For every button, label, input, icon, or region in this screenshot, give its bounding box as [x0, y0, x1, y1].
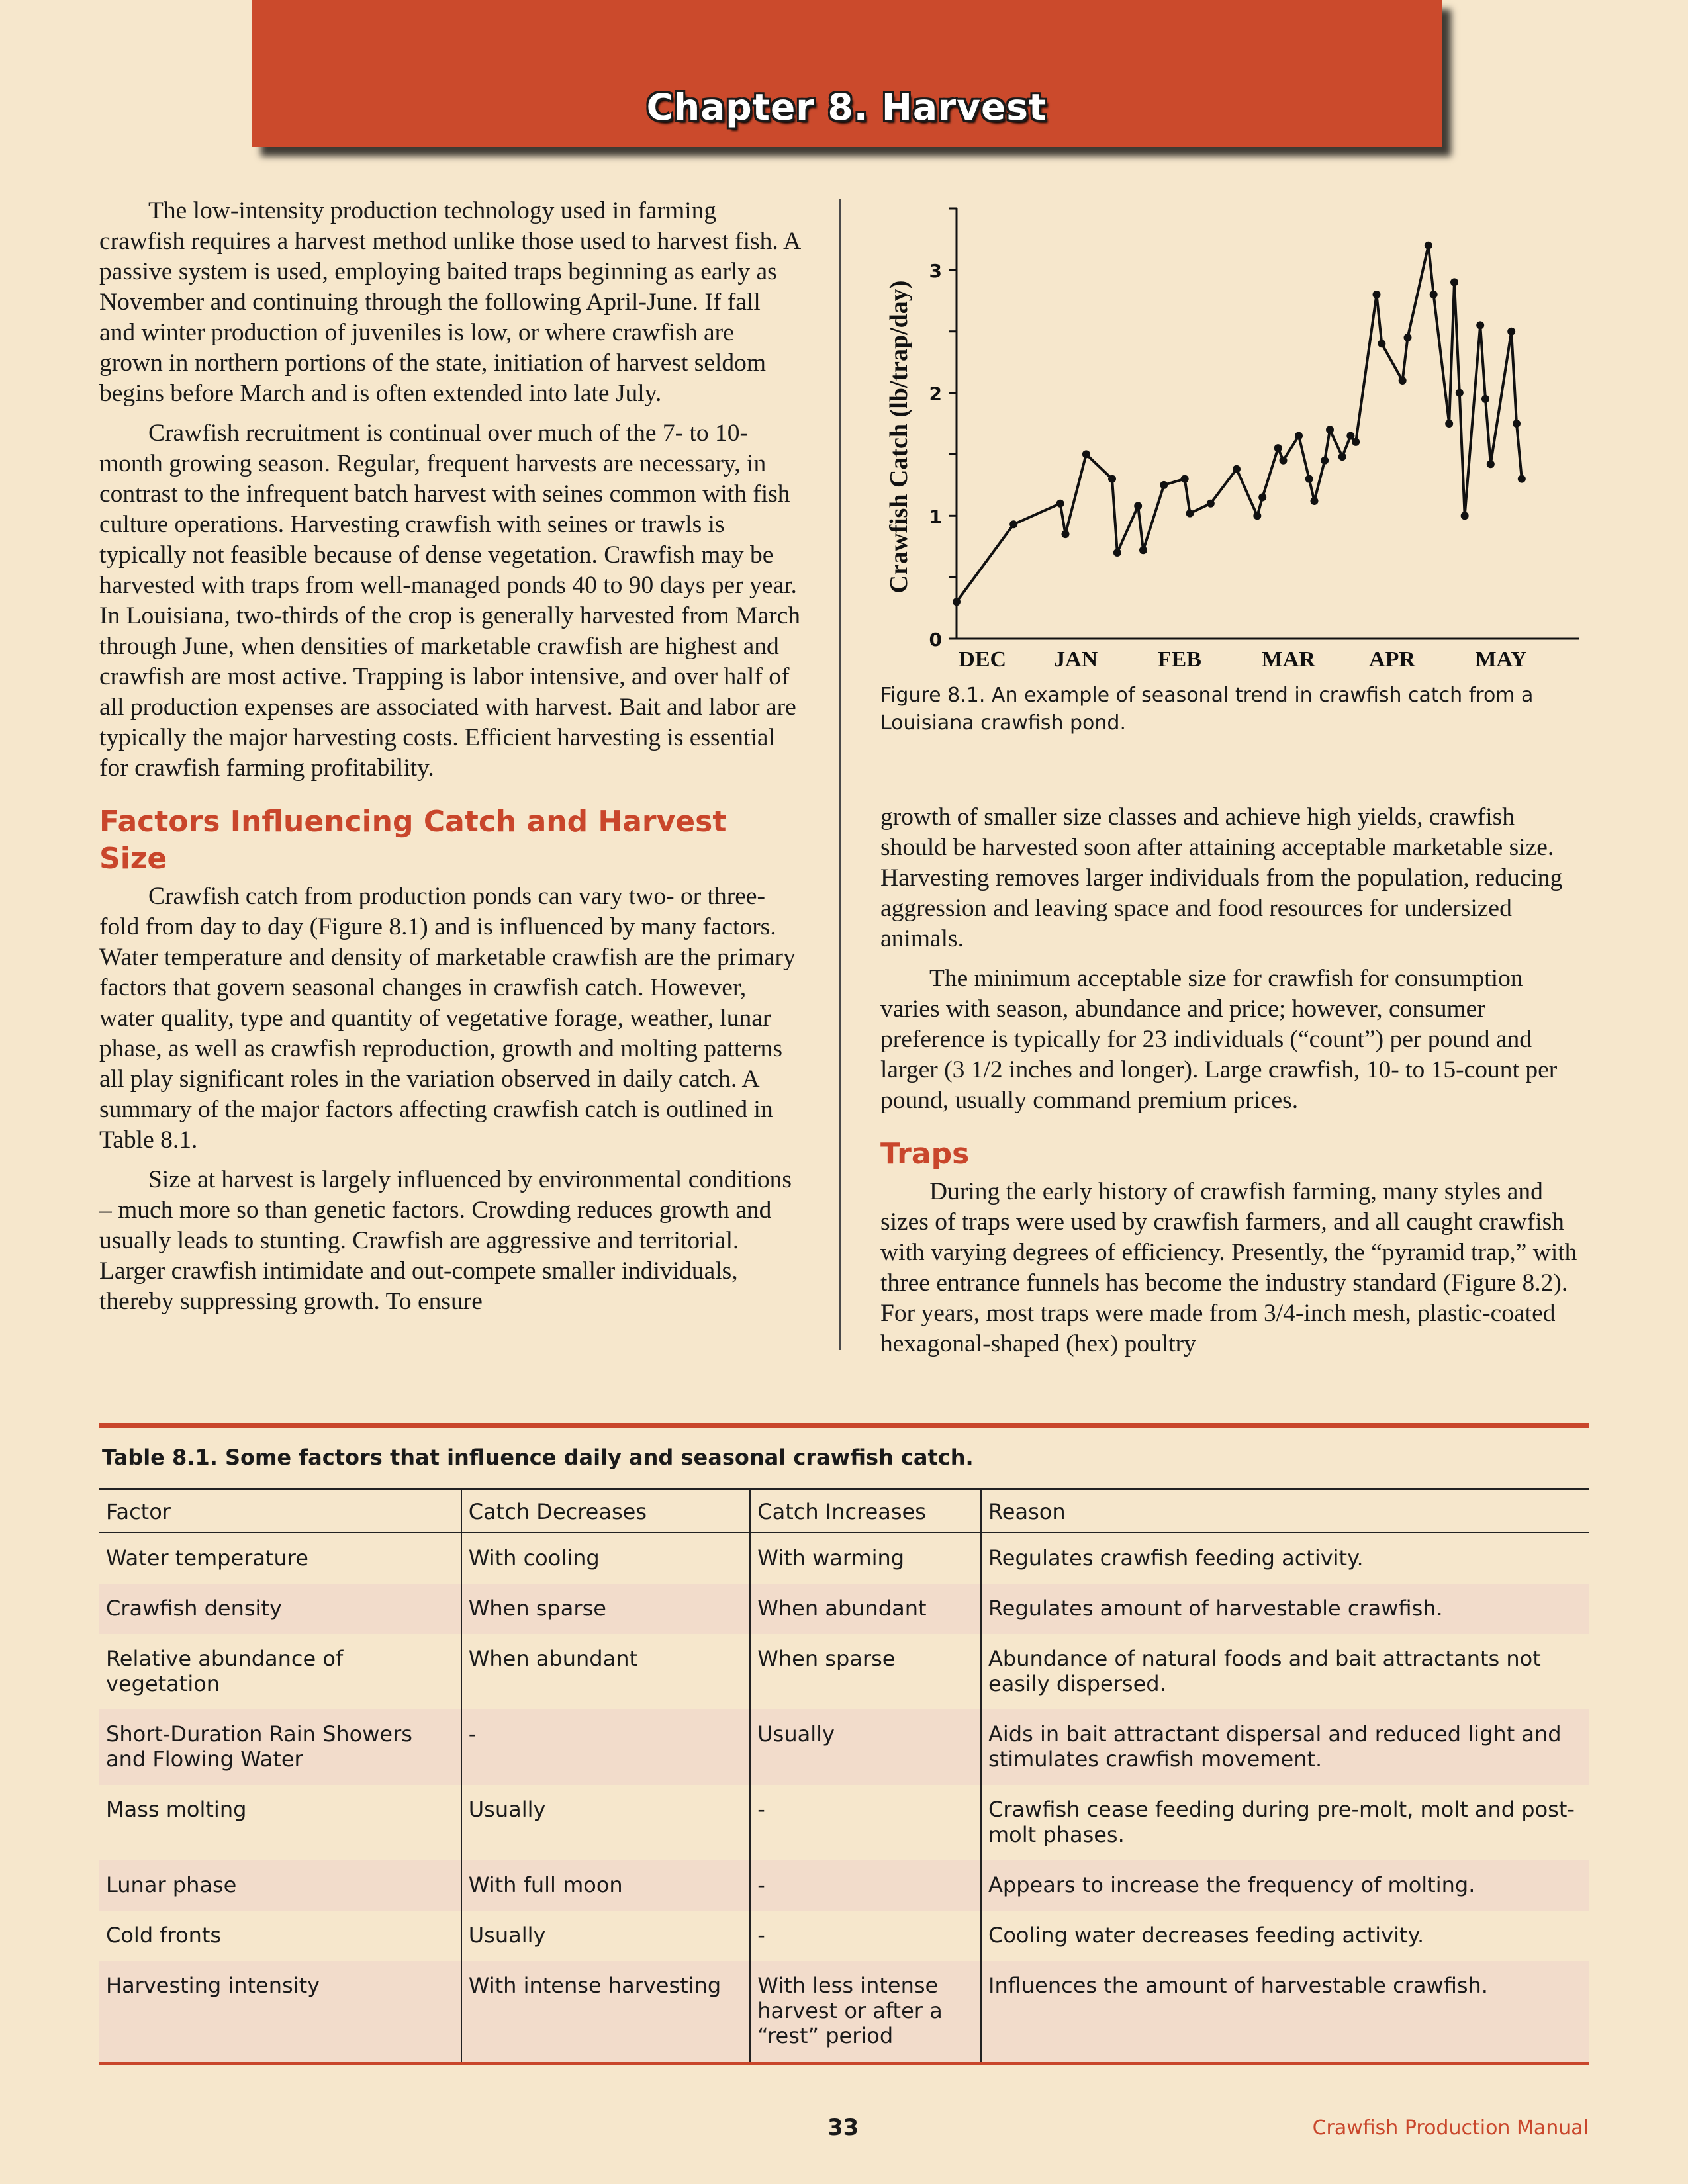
y-axis-label: Crawfish Catch (lb/trap/day)	[885, 280, 913, 594]
cell-decreases: Usually	[461, 1911, 751, 1961]
data-point	[1326, 426, 1334, 433]
chart-svg	[861, 192, 1602, 678]
data-point	[1274, 444, 1282, 452]
cell-factor: Lunar phase	[99, 1860, 461, 1911]
cell-decreases: When abundant	[461, 1634, 751, 1709]
cell-factor: Harvesting intensity	[99, 1961, 461, 2062]
data-point	[953, 598, 961, 606]
cell-reason: Cooling water decreases feeding activity.	[981, 1911, 1589, 1961]
data-point	[1160, 481, 1168, 489]
header-factor: Factor	[99, 1489, 461, 1533]
cell-decreases: With cooling	[461, 1533, 751, 1584]
header-catch-decreases: Catch Decreases	[461, 1489, 751, 1533]
data-point	[1378, 340, 1385, 347]
paragraph: Crawfish recruitment is continual over much of the 7- to 10-month growing season. Regular, frequent harvests are necessary, in contrast to the infrequent batch harvest with seines common with fish culture operations. Harvesting crawfish with seines or trawls is typically not feasible because of dense vegetation. Crawfish may be harvested with traps from well-managed ponds 40 to 90 days per year. In Louisiana, two-thirds of the crop is generally harvested from March through June, when densities of marketable crawfish are highest and crawfish are most active. Trapping is labor intensive, and over half of all production expenses are associated with harvest. Bait and labor are typically the major harvesting costs. Efficient harvesting is essential for crawfish farming profitability.	[99, 420, 801, 782]
data-point	[1108, 475, 1116, 483]
data-point	[1513, 420, 1521, 428]
data-point	[1305, 475, 1313, 483]
data-point	[1461, 512, 1469, 520]
data-point	[1425, 242, 1432, 250]
data-point	[1507, 328, 1515, 336]
section-heading-traps: Traps	[880, 1137, 970, 1171]
paragraph: Size at harvest is largely influenced by environmental conditions – much more so than genetic factors. Crowding reduces growth and usually leads to stunting. Crawfish are aggressive and territorial. Larger crawfish intimidate and out-compete smaller individuals, thereby suppressing growth. To ensure	[99, 1166, 792, 1315]
chapter-title: Chapter 8. Harvest	[646, 86, 1047, 128]
cell-increases: -	[750, 1860, 981, 1911]
data-point	[1518, 475, 1526, 483]
page-number: 33	[827, 2115, 859, 2141]
cell-decreases: When sparse	[461, 1584, 751, 1634]
paragraph: Crawfish catch from production ponds can vary two- or three-fold from day to day (Figure 8.1) and is influenced by many factors. Water temperature and density of marketable crawfish are the primary factors that govern seasonal changes in crawfish catch. However, water quality, type and quantity of vegetative forage, weather, lunar phase, as well as crawfish reproduction, growth and molting patterns all play significant roles in the variation observed in daily catch. A summary of the major factors affecting crawfish catch is outlined in Table 8.1.	[99, 883, 796, 1154]
header-catch-increases: Catch Increases	[750, 1489, 981, 1533]
cell-decreases: With full moon	[461, 1860, 751, 1911]
data-point	[1352, 438, 1360, 446]
data-point	[1476, 321, 1484, 329]
cell-reason: Abundance of natural foods and bait attractants not easily dispersed.	[981, 1634, 1589, 1709]
data-point	[1321, 457, 1329, 465]
data-point	[1056, 500, 1064, 508]
cell-increases: -	[750, 1911, 981, 1961]
figure-8-1-chart	[861, 192, 1602, 678]
x-tick-label: DEC	[959, 647, 1007, 672]
table-row	[99, 1533, 1589, 1584]
table-caption: Table 8.1. Some factors that influence daily and seasonal crawfish catch.	[102, 1445, 974, 1470]
cell-factor: Relative abundance of vegetation	[106, 1646, 344, 1696]
x-tick-label: APR	[1369, 647, 1415, 672]
data-point	[1181, 475, 1189, 483]
data-point	[1258, 493, 1266, 501]
table-8-1	[99, 1423, 1589, 2065]
cell-increases: When abundant	[750, 1584, 981, 1634]
paragraph: The minimum acceptable size for crawfish for consumption varies with season, abundance and price; however, consumer preference is typically for 23 individuals (“count”) per pound and larger (3 1/2 inches and longer). Large crawfish, 10- to 15-count per pound, usually command premium prices.	[880, 965, 1558, 1114]
series-line	[957, 246, 1522, 602]
data-point	[1295, 432, 1303, 440]
cell-reason: Crawfish cease feeding during pre-molt, molt and post-molt phases.	[981, 1785, 1589, 1860]
factors-table	[99, 1488, 1589, 2062]
data-point	[1207, 500, 1215, 508]
right-column	[880, 802, 1586, 1369]
section-heading-factors: Factors Influencing Catch and Harvest Size	[99, 805, 727, 876]
cell-reason: Regulates amount of harvestable crawfish.	[981, 1584, 1589, 1634]
table-header-row	[99, 1489, 1589, 1533]
data-point	[1082, 450, 1090, 458]
cell-decreases: Usually	[461, 1785, 751, 1860]
cell-factor: Mass molting	[106, 1797, 247, 1822]
cell-decreases: With intense harvesting	[461, 1961, 751, 2062]
paragraph: During the early history of crawfish farming, many styles and sizes of traps were used by crawfish farmers, and all caught crawfish with varying degrees of efficiency. Presently, the “pyramid trap,” with three entrance funnels has become the industry standard (Figure 8.2). For years, most traps were made from 3/4-inch mesh, plastic-coated hexagonal-shaped (hex) poultry	[880, 1178, 1577, 1357]
table-row	[99, 1860, 1589, 1911]
y-tick-label: 0	[929, 629, 942, 651]
data-point	[1134, 502, 1142, 510]
data-point	[1399, 377, 1407, 385]
table-row	[99, 1634, 1589, 1709]
cell-increases: With less intense harvest or after a “rest” period	[750, 1961, 981, 2062]
x-tick-label: MAR	[1261, 647, 1315, 672]
cell-reason: Influences the amount of harvestable crawfish.	[981, 1961, 1589, 2062]
data-point	[1338, 453, 1346, 461]
data-point	[1404, 334, 1412, 341]
data-point	[1113, 549, 1121, 557]
x-tick-label: JAN	[1054, 647, 1098, 672]
data-point	[1450, 278, 1458, 286]
column-divider	[839, 199, 841, 1350]
x-tick-label: FEB	[1157, 647, 1201, 672]
table-row	[99, 1961, 1589, 2062]
data-point	[1253, 512, 1261, 520]
table-row	[99, 1785, 1589, 1860]
cell-increases: -	[750, 1785, 981, 1860]
cell-reason: Regulates crawfish feeding activity.	[981, 1533, 1589, 1584]
data-point	[1233, 465, 1241, 473]
footer-title: Crawfish Production Manual	[1312, 2116, 1589, 2140]
data-point	[1346, 432, 1354, 440]
cell-increases: Usually	[750, 1709, 981, 1785]
table-row	[99, 1584, 1589, 1634]
cell-factor: Water temperature	[106, 1545, 308, 1570]
cell-decreases: -	[461, 1709, 751, 1785]
data-point	[1456, 389, 1464, 397]
cell-increases: With warming	[750, 1533, 981, 1584]
data-point	[1186, 510, 1194, 518]
data-point	[1481, 395, 1489, 403]
cell-factor: Short-Duration Rain Showers and Flowing Water	[99, 1709, 461, 1785]
y-tick-label: 3	[929, 259, 942, 282]
data-point	[1373, 291, 1381, 298]
data-point	[1445, 420, 1453, 428]
table-top-rule	[99, 1423, 1589, 1428]
cell-factor: Cold fronts	[106, 1923, 222, 1948]
cell-reason: Aids in bait attractant dispersal and reduced light and stimulates crawfish movement.	[981, 1709, 1589, 1785]
data-point	[1280, 457, 1288, 465]
paragraph: growth of smaller size classes and achieve high yields, crawfish should be harvested soon after attaining acceptable marketable size. Harvesting removes larger individuals from the population, reducing aggression and leaving space and food resources for undersized animals.	[880, 803, 1563, 952]
cell-reason: Appears to increase the frequency of molting.	[981, 1860, 1589, 1911]
data-point	[1009, 520, 1017, 528]
data-point	[1311, 497, 1319, 505]
figure-caption: Figure 8.1. An example of seasonal trend in crawfish catch from a Louisiana crawfish pond.	[880, 684, 1534, 735]
data-point	[1062, 530, 1070, 538]
data-point	[1430, 291, 1438, 298]
header-reason: Reason	[981, 1489, 1589, 1533]
cell-factor: Crawfish density	[99, 1584, 461, 1634]
cell-increases: When sparse	[750, 1634, 981, 1709]
left-column	[99, 196, 801, 1326]
table-row	[99, 1911, 1589, 1961]
data-point	[1487, 460, 1495, 468]
table-row	[99, 1709, 1589, 1785]
data-point	[1139, 546, 1147, 554]
paragraph: The low-intensity production technology used in farming crawfish requires a harvest method unlike those used to harvest fish. A passive system is used, employing baited traps beginning as early as November and continuing through the following April-June. If fall and winter production of juveniles is low, or where crawfish are grown in northern portions of the state, initiation of harvest seldom begins before March and is often extended into late July.	[99, 197, 800, 407]
y-tick-label: 2	[929, 383, 942, 405]
y-tick-label: 1	[929, 506, 942, 528]
table-bottom-rule	[99, 2062, 1589, 2065]
x-tick-label: MAY	[1475, 647, 1527, 672]
chapter-banner	[252, 0, 1442, 147]
